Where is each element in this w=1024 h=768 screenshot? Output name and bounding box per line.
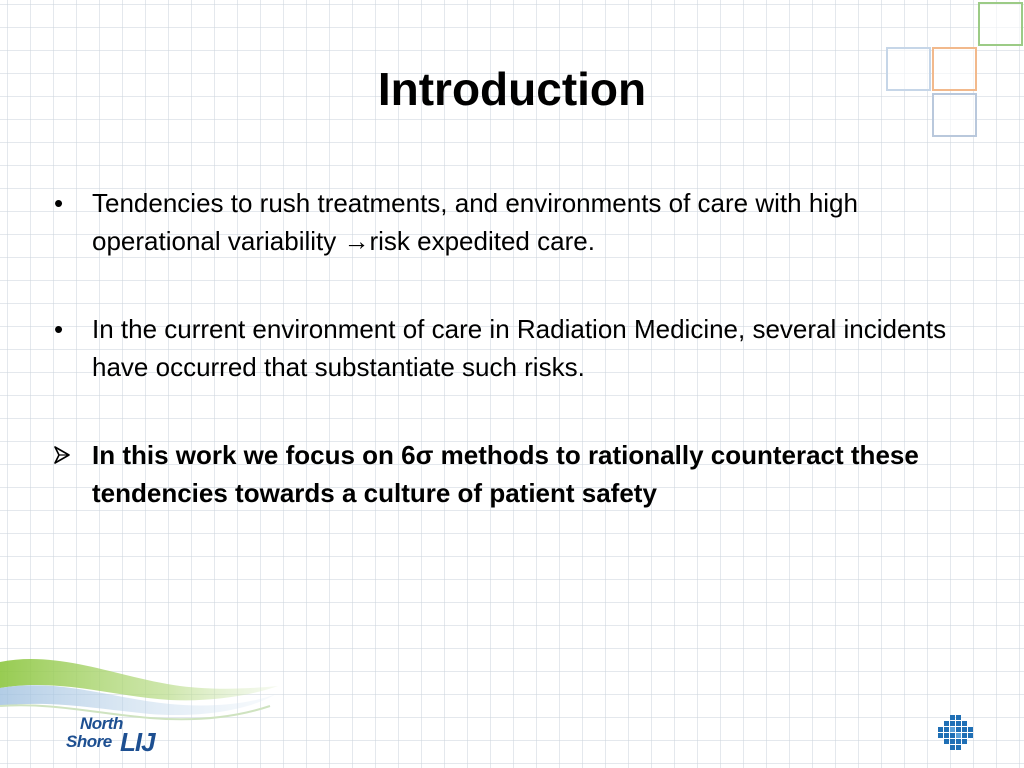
decorative-square-green [978, 2, 1023, 46]
bullet-item-1 [52, 184, 972, 260]
logo-north-text: North [80, 714, 123, 733]
arrow-bullet-icon [54, 436, 84, 464]
bullet-text: In the current environment of care in Radiation Medicine, several incidents have occurred that substantiate such risks. [92, 314, 947, 382]
bullet-dot: • [54, 188, 64, 218]
north-shore-lij-logo [66, 714, 176, 758]
logo-shore-text: Shore [66, 732, 112, 751]
slide-title: Introduction [377, 63, 647, 115]
bullet-text: Tendencies to rush treatments, and environments of care with high operational variability →risk expedited care. [92, 188, 858, 256]
logo-lij-text: LIJ [120, 727, 155, 757]
bullet-text: In this work we focus on 6σ methods to rationally counteract these tendencies towards a culture of patient safety [92, 440, 919, 508]
bullet-item-2 [52, 310, 972, 386]
bullet-list [52, 184, 972, 562]
bullet-dot: • [54, 314, 64, 344]
bullet-item-3 [52, 436, 972, 512]
grid-logo-icon [938, 715, 974, 751]
